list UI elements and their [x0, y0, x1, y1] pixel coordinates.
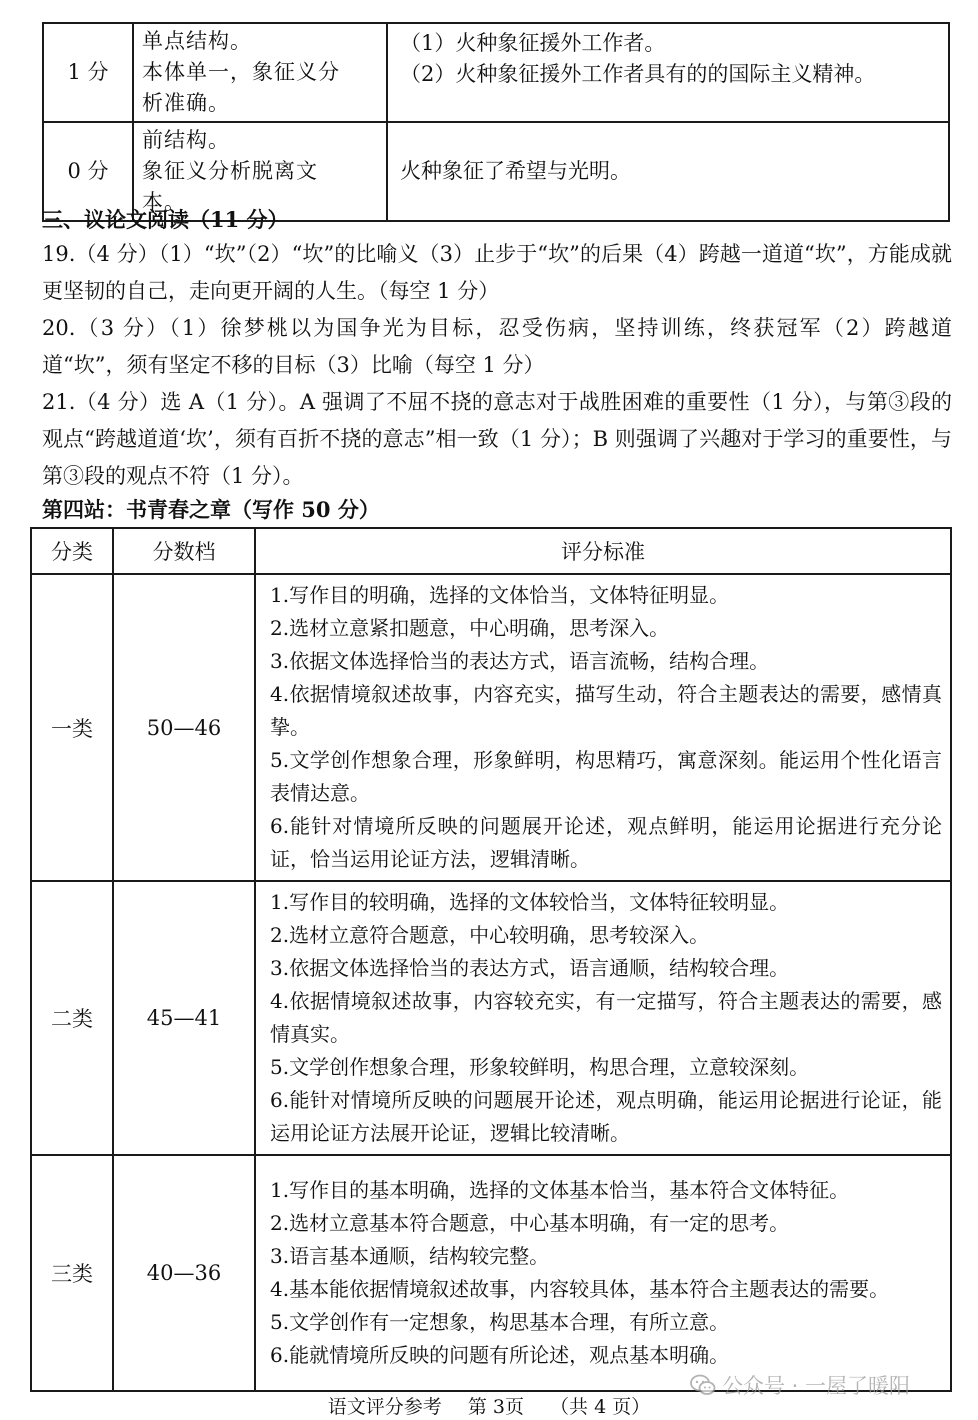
- criterion-item: 4.基本能依据情境叙述故事，内容较具体，基本符合主题表达的需要。: [270, 1277, 890, 1301]
- footer-title: 语文评分参考: [327, 1396, 442, 1418]
- column-header-criteria: 评分标准: [255, 528, 951, 574]
- criterion-item: 1.写作目的较明确，选择的文体较恰当，文体特征较明显。: [270, 890, 790, 914]
- criterion-item: 4.依据情境叙述故事，内容充实，描写生动，符合主题表达的需要，感情真挚。: [270, 682, 942, 739]
- criterion-item: 2.选材立意符合题意，中心较明确，思考较深入。: [270, 923, 710, 947]
- column-header-score: 分数档: [113, 528, 255, 574]
- category-cell: 二类: [31, 881, 113, 1155]
- criteria-cell: [255, 1155, 951, 1391]
- table-row: [31, 574, 951, 881]
- criterion-item: 6.能就情境所反映的问题有所论述，观点基本明确。: [270, 1343, 730, 1367]
- description-cell: [133, 23, 387, 122]
- description-line: 析准确。: [142, 91, 230, 115]
- section-heading-writing: 第四站：书青春之章（写作 50 分）: [42, 497, 380, 522]
- example-line: （1）火种象征援外工作者。: [400, 31, 666, 55]
- score-range-cell: 50—46: [113, 574, 255, 881]
- wechat-icon: [690, 1374, 716, 1396]
- column-header-category: 分类: [31, 528, 113, 574]
- criterion-item: 6.能针对情境所反映的问题展开论述，观点鲜明，能运用论据进行充分论证，恰当运用论证方法，逻辑清晰。: [270, 814, 942, 871]
- criterion-item: 1.写作目的基本明确，选择的文体基本恰当，基本符合文体特征。: [270, 1178, 850, 1202]
- footer-page-number: 第 3页: [467, 1396, 524, 1418]
- description-line: 单点结构。: [142, 29, 252, 53]
- description-line: 本。: [142, 190, 186, 214]
- answer-q20: 20.（3 分）（1）徐梦桃以为国争光为目标，忍受伤病，坚持训练，终获冠军（2）跨越道道“坎”，须有坚定不移的目标（3）比喻（每空 1 分）: [42, 316, 952, 377]
- writing-scoring-table: [30, 527, 952, 1392]
- criterion-item: 2.选材立意基本符合题意，中心基本明确，有一定的思考。: [270, 1211, 790, 1235]
- criterion-item: 5.文学创作想象合理，形象鲜明，构思精巧，寓意深刻。能运用个性化语言表情达意。: [270, 748, 942, 805]
- score-cell: 1 分: [43, 23, 133, 122]
- criterion-item: 3.语言基本通顺，结构较完整。: [270, 1244, 550, 1268]
- example-line: （2）火种象征援外工作者具有的的国际主义精神。: [400, 62, 876, 86]
- score-range-cell: 40—36: [113, 1155, 255, 1391]
- example-cell: [387, 122, 949, 221]
- answer-q19: 19.（4 分）（1）“坎”（2）“坎”的比喻义（3）止步于“坎”的后果（4）跨越一道道“坎”，方能成就更坚韧的自己，走向更开阔的人生。（每空 1 分）: [42, 242, 952, 303]
- example-line: 火种象征了希望与光明。: [400, 159, 631, 183]
- criterion-item: 1.写作目的明确，选择的文体恰当，文体特征明显。: [270, 583, 730, 607]
- category-cell: 三类: [31, 1155, 113, 1391]
- criteria-cell: [255, 881, 951, 1155]
- criteria-cell: [255, 574, 951, 881]
- section-heading-argumentative: 三、议论文阅读（11 分）: [42, 207, 289, 232]
- criterion-item: 5.文学创作有一定想象，构思基本合理，有所立意。: [270, 1310, 730, 1334]
- criterion-item: 3.依据文体选择恰当的表达方式，语言流畅，结构合理。: [270, 649, 770, 673]
- footer-page-total: （共 4 页）: [550, 1396, 651, 1418]
- description-line: 前结构。: [142, 128, 230, 152]
- answer-q21: 21.（4 分）选 A（1 分）。A 强调了不屈不挠的意志对于战胜困难的重要性（1 分），与第③段的观点“跨越道道‘坎’，须有百折不挠的意志”相一致（1 分）；B 则强调了兴趣对于学习的重要性，与第③段的观点不符（1 分）。: [42, 390, 952, 488]
- scoring-table-symbolism: [42, 22, 950, 222]
- criterion-item: 3.依据文体选择恰当的表达方式，语言通顺，结构较合理。: [270, 956, 790, 980]
- criterion-item: 2.选材立意紧扣题意，中心明确，思考深入。: [270, 616, 670, 640]
- watermark: [690, 1370, 910, 1400]
- example-cell: [387, 23, 949, 122]
- score-cell: 0 分: [43, 122, 133, 221]
- category-cell: 一类: [31, 574, 113, 881]
- criterion-item: 4.依据情境叙述故事，内容较充实，有一定描写，符合主题表达的需要，感情真实。: [270, 989, 942, 1046]
- table-row: [31, 1155, 951, 1391]
- table-row: [43, 23, 949, 122]
- description-line: 象征义分析脱离文: [142, 159, 318, 183]
- description-line: 本体单一，象征义分: [142, 60, 340, 84]
- table-header-row: [31, 528, 951, 574]
- table-row: [31, 881, 951, 1155]
- criterion-item: 5.文学创作想象合理，形象较鲜明，构思合理，立意较深刻。: [270, 1055, 810, 1079]
- criterion-item: 6.能针对情境所反映的问题展开论述，观点明确，能运用论据进行论证，能运用论证方法展开论证，逻辑比较清晰。: [270, 1088, 942, 1145]
- watermark-text: 公众号 · 一屋了暖阳: [722, 1374, 911, 1398]
- score-range-cell: 45—41: [113, 881, 255, 1155]
